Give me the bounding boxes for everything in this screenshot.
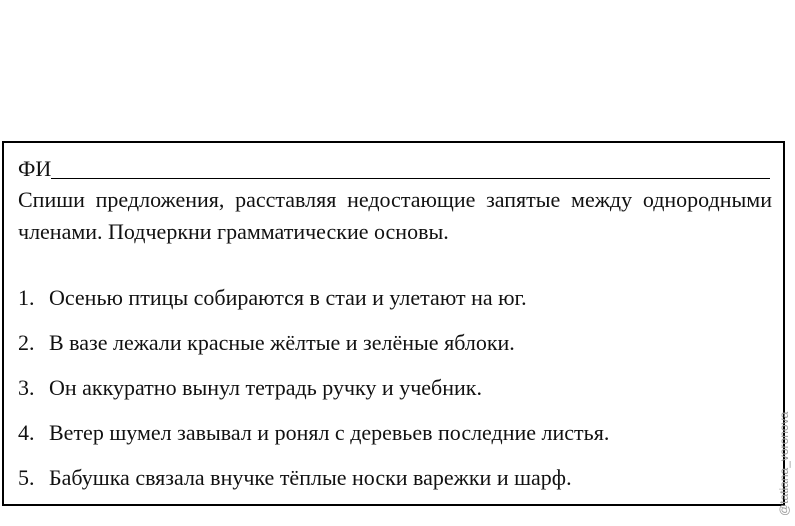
worksheet-card xyxy=(2,141,785,506)
sentence-number: 2. xyxy=(18,330,35,355)
sentence-item xyxy=(18,330,758,375)
sentence-number: 3. xyxy=(18,375,35,400)
sentence-text: Ветер шумел завывал и ронял с деревьев последние листья. xyxy=(49,420,610,445)
sentence-text: Он аккуратно вынул тетрадь ручку и учебник. xyxy=(49,375,482,400)
name-label: ФИ xyxy=(18,156,52,181)
name-underline xyxy=(51,176,770,179)
sentence-item xyxy=(18,465,758,510)
task-instruction: Спиши предложения, расставляя недостающие запятые между однородными членами. Подчеркни грамматические основы. xyxy=(18,187,772,244)
sentence-number: 1. xyxy=(18,285,35,310)
sentence-text: Осенью птицы собираются в стаи и улетают на юг. xyxy=(49,285,527,310)
sentence-text: Бабушка связала внучке тёплые носки варежки и шарф. xyxy=(49,465,572,490)
author-watermark: @tatiana_voronova xyxy=(777,411,791,516)
sentence-number: 5. xyxy=(18,465,35,490)
student-name-row xyxy=(18,155,770,181)
sentence-item xyxy=(18,375,758,420)
sentence-item xyxy=(18,420,758,465)
sentence-text: В вазе лежали красные жёлтые и зелёные яблоки. xyxy=(49,330,515,355)
sentence-number: 4. xyxy=(18,420,35,445)
sentence-list xyxy=(18,285,758,510)
sentence-item xyxy=(18,285,758,330)
